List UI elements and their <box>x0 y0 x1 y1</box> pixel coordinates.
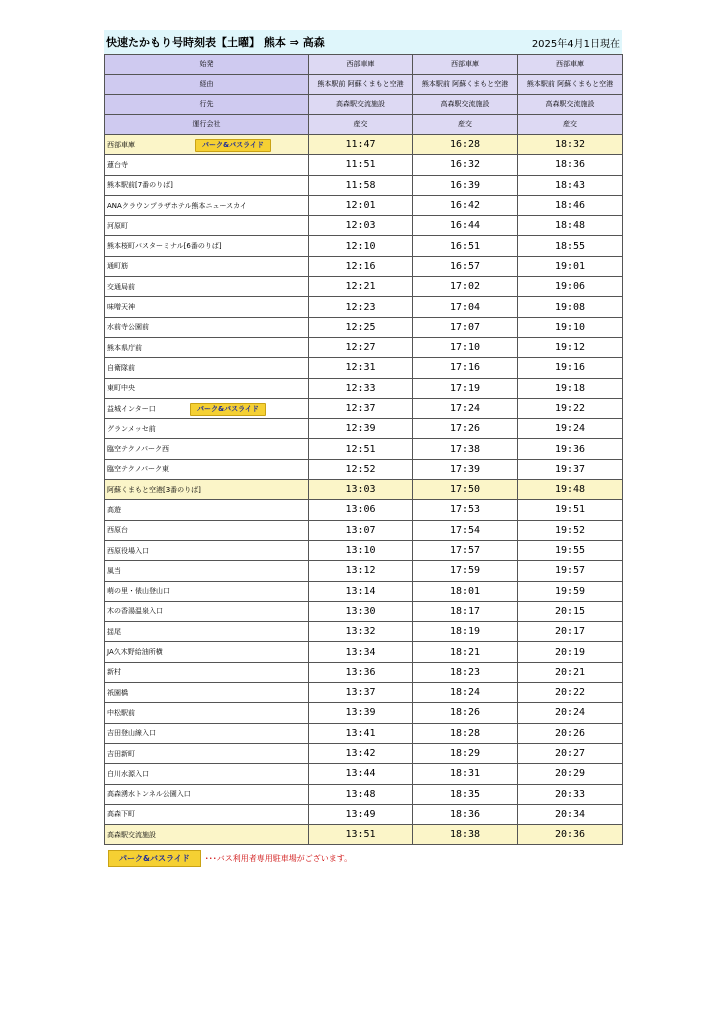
stop-name: 吉田新町 <box>107 749 135 758</box>
table-row <box>105 561 623 581</box>
departure-time: 17:10 <box>413 337 518 357</box>
stop-cell <box>105 662 309 682</box>
departure-time: 12:16 <box>309 256 413 276</box>
stop-cell <box>105 784 309 804</box>
departure-time: 20:17 <box>518 622 623 642</box>
departure-time: 11:58 <box>309 175 413 195</box>
header-label: 行先 <box>105 95 309 115</box>
departure-time: 18:26 <box>413 703 518 723</box>
departure-time: 12:37 <box>309 398 413 418</box>
stop-cell <box>105 135 309 155</box>
stop-cell <box>105 236 309 256</box>
departure-time: 13:30 <box>309 601 413 621</box>
departure-time: 13:48 <box>309 784 413 804</box>
departure-time: 16:44 <box>413 216 518 236</box>
departure-time: 19:37 <box>518 459 623 479</box>
departure-time: 18:36 <box>413 804 518 824</box>
table-row <box>105 723 623 743</box>
departure-time: 16:51 <box>413 236 518 256</box>
stop-name: 交通局前 <box>107 282 135 291</box>
header-row <box>105 55 623 75</box>
table-row <box>105 155 623 175</box>
header-cell: 西部車庫 <box>309 55 413 75</box>
header-cell: 熊本駅前 阿蘇くまもと空港 <box>518 75 623 95</box>
table-row <box>105 337 623 357</box>
departure-time: 20:22 <box>518 683 623 703</box>
table-row <box>105 683 623 703</box>
stop-name: 萌の里・俵山登山口 <box>107 587 170 596</box>
departure-time: 19:10 <box>518 317 623 337</box>
departure-time: 20:21 <box>518 662 623 682</box>
timetable <box>104 54 623 845</box>
table-row <box>105 459 623 479</box>
stop-name: 臨空テクノパーク西 <box>107 445 170 454</box>
departure-time: 13:06 <box>309 500 413 520</box>
table-row <box>105 662 623 682</box>
departure-time: 18:46 <box>518 195 623 215</box>
departure-time: 19:24 <box>518 419 623 439</box>
departure-time: 17:26 <box>413 419 518 439</box>
departure-time: 17:57 <box>413 540 518 560</box>
departure-time: 19:08 <box>518 297 623 317</box>
departure-time: 19:22 <box>518 398 623 418</box>
departure-time: 13:37 <box>309 683 413 703</box>
departure-time: 17:07 <box>413 317 518 337</box>
departure-time: 17:50 <box>413 480 518 500</box>
stop-cell <box>105 277 309 297</box>
table-row <box>105 622 623 642</box>
table-row <box>105 642 623 662</box>
stop-cell <box>105 540 309 560</box>
departure-time: 13:44 <box>309 764 413 784</box>
table-row <box>105 540 623 560</box>
stop-name: 熊本県庁前 <box>107 343 142 352</box>
stop-name: 東町中央 <box>107 384 135 393</box>
stop-cell <box>105 743 309 763</box>
departure-time: 16:57 <box>413 256 518 276</box>
departure-time: 12:01 <box>309 195 413 215</box>
stop-cell <box>105 297 309 317</box>
table-row <box>105 825 623 845</box>
departure-time: 12:27 <box>309 337 413 357</box>
table-row <box>105 378 623 398</box>
stop-cell <box>105 825 309 845</box>
departure-time: 13:14 <box>309 581 413 601</box>
stop-name: 西原役場入口 <box>107 546 149 555</box>
departure-time: 12:31 <box>309 358 413 378</box>
departure-time: 20:15 <box>518 601 623 621</box>
departure-time: 13:07 <box>309 520 413 540</box>
stop-name: 熊本駅前[7番のりば] <box>107 181 173 190</box>
header-row <box>105 95 623 115</box>
departure-time: 16:32 <box>413 155 518 175</box>
footnote-text: ･･･バス利用者専用駐車場がございます。 <box>204 854 353 863</box>
departure-time: 13:34 <box>309 642 413 662</box>
header-row <box>105 75 623 95</box>
departure-time: 16:42 <box>413 195 518 215</box>
park-and-ride-badge: パーク&バスライド <box>195 139 271 152</box>
departure-time: 19:06 <box>518 277 623 297</box>
departure-time: 20:26 <box>518 723 623 743</box>
stop-cell <box>105 581 309 601</box>
departure-time: 12:03 <box>309 216 413 236</box>
stop-name: 風当 <box>107 566 121 575</box>
stop-name: 西部車庫 <box>107 140 135 149</box>
stop-cell <box>105 804 309 824</box>
departure-time: 20:24 <box>518 703 623 723</box>
stop-name: 水前寺公園前 <box>107 323 149 332</box>
departure-time: 20:33 <box>518 784 623 804</box>
stop-name: グランメッセ前 <box>107 424 156 433</box>
departure-time: 11:51 <box>309 155 413 175</box>
departure-time: 20:29 <box>518 764 623 784</box>
departure-time: 19:55 <box>518 540 623 560</box>
departure-time: 13:49 <box>309 804 413 824</box>
departure-time: 20:19 <box>518 642 623 662</box>
stop-name: 河原町 <box>107 221 128 230</box>
header-cell: 熊本駅前 阿蘇くまもと空港 <box>413 75 518 95</box>
departure-time: 18:24 <box>413 683 518 703</box>
departure-time: 18:43 <box>518 175 623 195</box>
departure-time: 17:38 <box>413 439 518 459</box>
stop-name: 高森下町 <box>107 810 135 819</box>
header-label: 始発 <box>105 55 309 75</box>
departure-time: 17:59 <box>413 561 518 581</box>
stop-cell <box>105 337 309 357</box>
departure-time: 11:47 <box>309 135 413 155</box>
stop-name: 木の香湯温泉入口 <box>107 607 163 616</box>
departure-time: 20:36 <box>518 825 623 845</box>
stop-cell <box>105 317 309 337</box>
departure-time: 17:19 <box>413 378 518 398</box>
departure-time: 12:23 <box>309 297 413 317</box>
departure-time: 18:36 <box>518 155 623 175</box>
stop-name: 阿蘇くまもと空港[3番のりば] <box>107 485 201 494</box>
stop-cell <box>105 703 309 723</box>
table-row <box>105 784 623 804</box>
stop-cell <box>105 459 309 479</box>
table-row <box>105 317 623 337</box>
departure-time: 12:21 <box>309 277 413 297</box>
stop-name: 白川水源入口 <box>107 769 149 778</box>
departure-time: 12:33 <box>309 378 413 398</box>
stop-name: 吉田登山線入口 <box>107 729 156 738</box>
departure-time: 18:28 <box>413 723 518 743</box>
departure-time: 18:35 <box>413 784 518 804</box>
departure-time: 18:38 <box>413 825 518 845</box>
stop-cell <box>105 520 309 540</box>
stop-name: 高森湧水トンネル公園入口 <box>107 790 191 799</box>
departure-time: 13:03 <box>309 480 413 500</box>
departure-time: 12:51 <box>309 439 413 459</box>
park-and-ride-legend-badge: パーク&バスライド <box>108 850 201 867</box>
stop-name: 揺尾 <box>107 627 121 636</box>
header-cell: 産交 <box>309 115 413 135</box>
departure-time: 17:02 <box>413 277 518 297</box>
stop-name: 祇園橋 <box>107 688 128 697</box>
table-row <box>105 236 623 256</box>
departure-time: 19:48 <box>518 480 623 500</box>
departure-time: 19:12 <box>518 337 623 357</box>
departure-time: 13:41 <box>309 723 413 743</box>
departure-time: 12:52 <box>309 459 413 479</box>
departure-time: 18:48 <box>518 216 623 236</box>
stop-cell <box>105 723 309 743</box>
stop-cell <box>105 480 309 500</box>
stop-cell <box>105 601 309 621</box>
header-cell: 西部車庫 <box>413 55 518 75</box>
header-cell: 高森駅交流施設 <box>413 95 518 115</box>
departure-time: 17:53 <box>413 500 518 520</box>
departure-time: 17:16 <box>413 358 518 378</box>
departure-time: 17:24 <box>413 398 518 418</box>
table-row <box>105 500 623 520</box>
stop-name: 高森駅交流施設 <box>107 830 156 839</box>
header-cell: 高森駅交流施設 <box>309 95 413 115</box>
stop-cell <box>105 764 309 784</box>
footnote <box>108 850 352 867</box>
departure-time: 18:29 <box>413 743 518 763</box>
stop-name: 熊本桜町バスターミナル[6番のりば] <box>107 242 222 251</box>
stop-cell <box>105 439 309 459</box>
page-title: 快速たかもり号時刻表【土曜】 熊本 ⇒ 高森 <box>106 36 325 49</box>
stop-name: JA久木野給油所横 <box>107 648 163 657</box>
stop-cell <box>105 195 309 215</box>
header-cell: 産交 <box>413 115 518 135</box>
stop-name: 益城インター口 <box>107 404 156 413</box>
stop-name: 味噌天神 <box>107 303 135 312</box>
departure-time: 18:19 <box>413 622 518 642</box>
header-row <box>105 115 623 135</box>
departure-time: 19:52 <box>518 520 623 540</box>
table-row <box>105 358 623 378</box>
table-row <box>105 581 623 601</box>
table-row <box>105 419 623 439</box>
table-row <box>105 398 623 418</box>
departure-time: 12:25 <box>309 317 413 337</box>
stop-cell <box>105 398 309 418</box>
table-row <box>105 216 623 236</box>
departure-time: 18:17 <box>413 601 518 621</box>
departure-time: 13:42 <box>309 743 413 763</box>
stop-cell <box>105 622 309 642</box>
table-row <box>105 256 623 276</box>
departure-time: 17:39 <box>413 459 518 479</box>
stop-cell <box>105 216 309 236</box>
departure-time: 13:10 <box>309 540 413 560</box>
departure-time: 19:18 <box>518 378 623 398</box>
departure-time: 17:04 <box>413 297 518 317</box>
departure-time: 18:32 <box>518 135 623 155</box>
departure-time: 19:36 <box>518 439 623 459</box>
header-cell: 熊本駅前 阿蘇くまもと空港 <box>309 75 413 95</box>
departure-time: 20:34 <box>518 804 623 824</box>
table-row <box>105 601 623 621</box>
header-cell: 高森駅交流施設 <box>518 95 623 115</box>
stop-name: 高遊 <box>107 505 121 514</box>
table-row <box>105 135 623 155</box>
stop-name: 西原台 <box>107 526 128 535</box>
stop-name: 臨空テクノパーク東 <box>107 465 170 474</box>
header-label: 経由 <box>105 75 309 95</box>
stop-cell <box>105 378 309 398</box>
table-row <box>105 277 623 297</box>
departure-time: 17:54 <box>413 520 518 540</box>
departure-time: 18:55 <box>518 236 623 256</box>
park-and-ride-badge: パーク&バスライド <box>190 403 266 416</box>
departure-time: 13:32 <box>309 622 413 642</box>
stop-name: 蓮台寺 <box>107 160 128 169</box>
table-row <box>105 195 623 215</box>
departure-time: 19:59 <box>518 581 623 601</box>
stop-cell <box>105 500 309 520</box>
departure-time: 12:39 <box>309 419 413 439</box>
departure-time: 12:10 <box>309 236 413 256</box>
departure-time: 16:28 <box>413 135 518 155</box>
departure-time: 13:51 <box>309 825 413 845</box>
departure-time: 13:12 <box>309 561 413 581</box>
table-row <box>105 764 623 784</box>
stop-cell <box>105 683 309 703</box>
stop-cell <box>105 358 309 378</box>
departure-time: 18:21 <box>413 642 518 662</box>
stop-name: ANAクラウンプラザホテル熊本ニュースカイ <box>107 201 247 210</box>
table-row <box>105 175 623 195</box>
stop-cell <box>105 175 309 195</box>
table-row <box>105 703 623 723</box>
stop-cell <box>105 561 309 581</box>
effective-date: 2025年4月1日現在 <box>531 39 620 50</box>
table-row <box>105 743 623 763</box>
departure-time: 18:23 <box>413 662 518 682</box>
table-row <box>105 480 623 500</box>
departure-time: 19:51 <box>518 500 623 520</box>
stop-name: 新村 <box>107 668 121 677</box>
stop-cell <box>105 642 309 662</box>
departure-time: 18:01 <box>413 581 518 601</box>
stop-name: 通町筋 <box>107 262 128 271</box>
departure-time: 16:39 <box>413 175 518 195</box>
departure-time: 13:39 <box>309 703 413 723</box>
departure-time: 19:57 <box>518 561 623 581</box>
stop-cell <box>105 155 309 175</box>
table-row <box>105 297 623 317</box>
header-label: 運行会社 <box>105 115 309 135</box>
header-cell: 産交 <box>518 115 623 135</box>
table-row <box>105 520 623 540</box>
departure-time: 20:27 <box>518 743 623 763</box>
stop-name: 自衛隊前 <box>107 363 135 372</box>
header-cell: 西部車庫 <box>518 55 623 75</box>
departure-time: 19:16 <box>518 358 623 378</box>
stop-name: 中松駅前 <box>107 708 135 717</box>
stop-cell <box>105 419 309 439</box>
departure-time: 13:36 <box>309 662 413 682</box>
stop-cell <box>105 256 309 276</box>
table-row <box>105 439 623 459</box>
departure-time: 19:01 <box>518 256 623 276</box>
table-row <box>105 804 623 824</box>
departure-time: 18:31 <box>413 764 518 784</box>
